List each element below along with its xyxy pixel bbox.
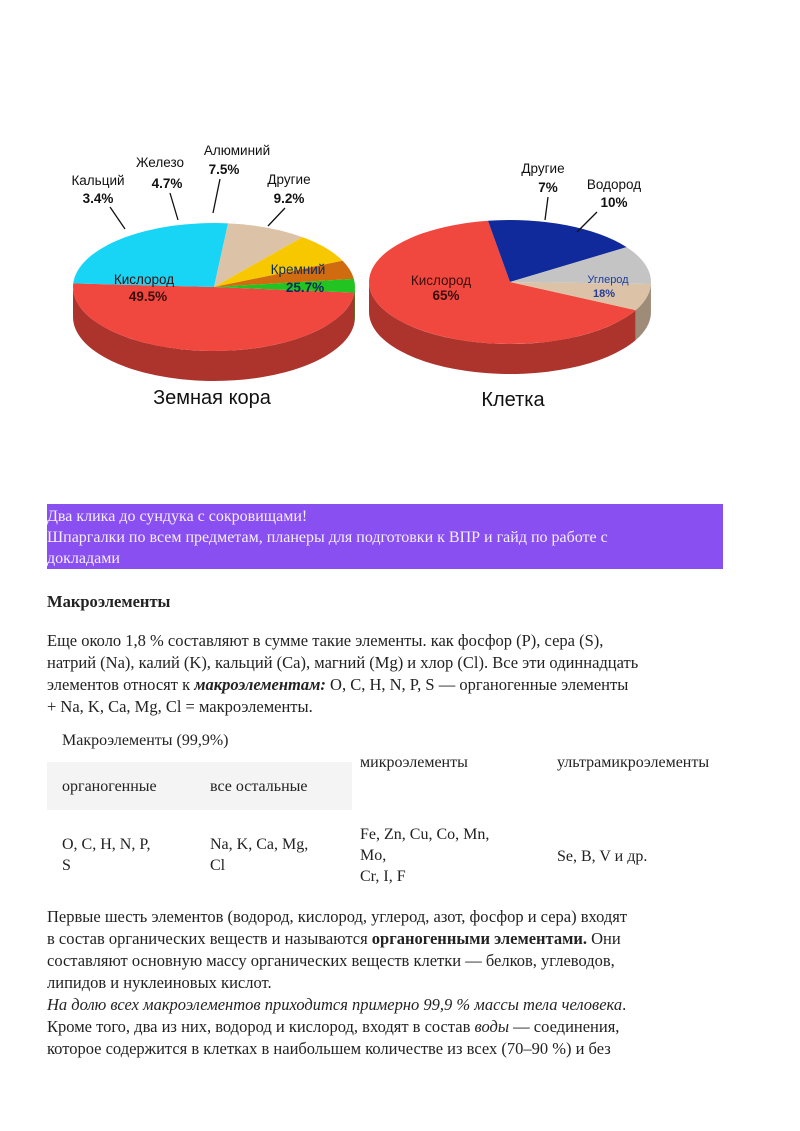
paragraph-line: Еще около 1,8 % составляют в сумме такие элементы. как фосфор (P), сера (S), [47,631,604,650]
charts-figure [0,0,800,470]
table-col-organogenic: органогенные [62,778,157,795]
paragraph-line: Первые шесть элементов (водород, кислород, углерод, азот, фосфор и сера) входят [47,907,628,926]
label-oxygen-cell: Кислород [410,273,472,288]
text-run: — соединения, [509,1017,620,1036]
pie-side-5 [354,287,355,323]
table-cell-others [210,834,308,876]
text-run: элементов относят к [47,675,195,694]
pie-charts-svg [0,0,800,470]
banner-line: докладами [47,550,120,567]
label-oxygen-crust: Кислород [113,272,175,287]
paragraph-line [47,928,621,950]
cell-line: S [62,857,71,874]
value-silicon: 25.7% [285,280,325,295]
paragraph-line: которое содержится в клетках в наибольшем количестве из всех (70–90 %) и без [47,1039,611,1058]
value-other-cell: 7% [538,180,558,195]
paragraph-line: натрий (Na), калий (K), кальций (Ca), магний (Mg) и хлор (Cl). Все эти одиннадцать [47,653,639,672]
table-col-others: все остальные [210,778,308,795]
banner-line: Шпаргалки по всем предметам, планеры для подготовки к ВПР и гайд по работе с [47,529,608,546]
value-hydrogen: 10% [600,195,628,210]
table-group-header: Макроэлементы (99,9%) [62,732,229,749]
value-carbon: 18% [592,288,616,300]
section-heading: Макроэлементы [47,592,171,611]
pie-earth-crust [73,223,355,381]
emphasis: макроэлементам: [194,675,326,694]
cell-line: Fe, Zn, Cu, Co, Mn, [360,826,490,843]
paragraph-line: липидов и нуклеиновых кислот. [47,973,272,992]
text-run: в состав органических веществ и называются [47,929,372,948]
text-run: Они [586,929,621,948]
text-run: Кроме того, два из них, водород и кислород, входят в состав [47,1017,475,1036]
chart-title-cell: Клетка [481,389,545,411]
value-oxygen-cell: 65% [432,288,460,303]
table-cell-ultra: Se, B, V и др. [557,848,648,865]
value-calcium: 3.4% [82,191,114,206]
value-aluminium: 7.5% [208,162,240,177]
italic-run: На долю всех макроэлементов приходится примерно 99,9 % массы тела человека [47,995,623,1014]
label-aluminium: Алюминий [203,143,271,158]
banner-line: Два клика до сундука с сокровищами! [47,508,308,525]
paragraph-line [47,674,628,696]
label-other-crust: Другие [267,172,311,187]
cell-line: Cl [210,857,226,874]
cell-line: O, C, H, N, P, [62,836,151,853]
text-run: O, C, H, N, P, S — органогенные элементы [325,675,629,694]
table-cell-micro [360,824,489,887]
paragraph-line [47,1016,619,1038]
italic-run: воды [474,1017,510,1036]
bold-run: органогенными элементами. [371,929,587,948]
label-other-cell: Другие [521,161,565,176]
paragraph-line [47,994,626,1016]
label-hydrogen: Водород [586,177,642,192]
paragraph-line: составляют основную массу органических веществ клетки — белков, углеводов, [47,951,615,970]
label-carbon: Углерод [587,274,629,286]
value-other-crust: 9.2% [273,191,305,206]
table-col-micro: микроэлементы [360,754,468,771]
label-calcium: Кальций [71,173,125,188]
value-oxygen-crust: 49.5% [128,289,168,304]
table-cell-organogenic [62,834,150,876]
cell-line: Mo, [360,847,387,864]
value-iron: 4.7% [151,176,183,191]
promo-banner[interactable] [47,504,723,569]
cell-line: Na, K, Ca, Mg, [210,836,309,853]
table-col-ultra: ультрамикроэлементы [557,754,710,771]
cell-line: Cr, I, F [360,868,406,885]
text-run: . [622,995,627,1014]
label-iron: Железо [136,155,184,170]
label-silicon: Кремний [270,262,326,277]
chart-title-earth-crust: Земная кора [153,387,271,409]
paragraph-line: + Na, K, Ca, Mg, Cl = макроэлементы. [47,697,313,716]
